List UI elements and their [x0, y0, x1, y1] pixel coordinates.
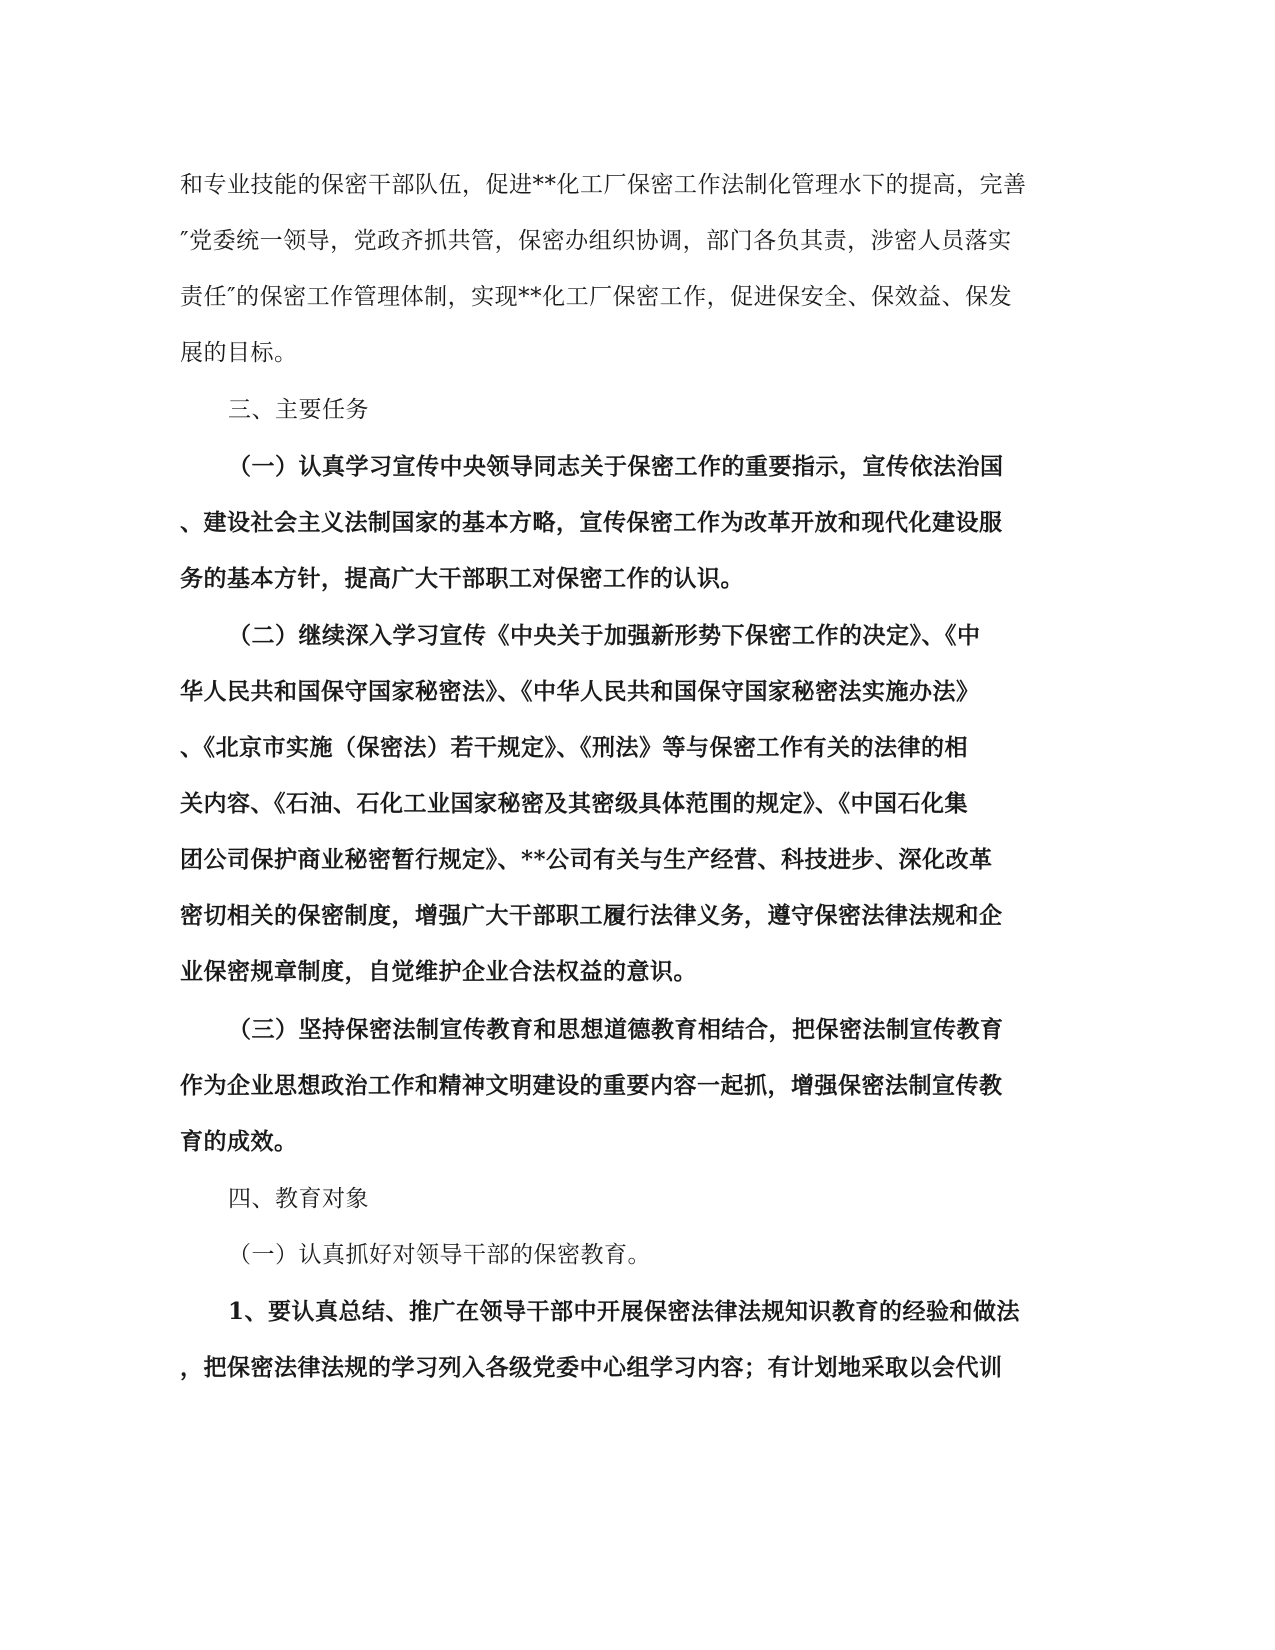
body-text-line: 作为企业思想政治工作和精神文明建设的重要内容一起抓，增强保密法制宣传教 — [180, 1072, 1003, 1099]
body-text-line: ，把保密法律法规的学习列入各级党委中心组学习内容；有计划地采取以会代训 — [180, 1354, 1003, 1381]
body-text-line: 1、要认真总结、推广在领导干部中开展保密法律法规知识教育的经验和做法 — [228, 1298, 1021, 1325]
body-text-line: 责任″的保密工作管理体制，实现**化工厂保密工作，促进保安全、保效益、保发 — [180, 284, 1013, 310]
body-text-line: 展的目标。 — [180, 340, 298, 366]
body-text-line: 和专业技能的保密干部队伍，促进**化工厂保密工作法制化管理水下的提高，完善 — [180, 172, 1027, 198]
body-text-line: 团公司保护商业秘密暂行规定》、**公司有关与生产经营、科技进步、深化改革 — [180, 846, 993, 873]
subsection-heading: （一）认真抓好对领导干部的保密教育。 — [228, 1242, 651, 1268]
body-text-line: 育的成效。 — [180, 1128, 298, 1155]
body-text-line: 务的基本方针，提高广大干部职工对保密工作的认识。 — [180, 565, 744, 592]
body-text-line: 密切相关的保密制度，增强广大干部职工履行法律义务，遵守保密法律法规和企 — [180, 902, 1003, 929]
body-text-line: （三）坚持保密法制宣传教育和思想道德教育相结合，把保密法制宣传教育 — [228, 1016, 1004, 1043]
body-text-line: 关内容、《石油、石化工业国家秘密及其密级具体范围的规定》、《中国石化集 — [180, 790, 968, 817]
body-text-line: 、建设社会主义法制国家的基本方略，宣传保密工作为改革开放和现代化建设服 — [180, 509, 1003, 536]
body-text-line: （一）认真学习宣传中央领导同志关于保密工作的重要指示，宣传依法治国 — [228, 453, 1004, 480]
body-text-line: ″党委统一领导，党政齐抓共管，保密办组织协调，部门各负其责，涉密人员落实 — [180, 228, 1012, 254]
body-text-line: 业保密规章制度，自觉维护企业合法权益的意识。 — [180, 958, 697, 985]
body-text-line: 、《北京市实施（保密法）若干规定》、《刑法》等与保密工作有关的法律的相 — [180, 734, 968, 761]
body-text-line: 华人民共和国保守国家秘密法》、《中华人民共和国保守国家秘密法实施办法》 — [180, 678, 980, 705]
section-heading: 四、教育对象 — [228, 1186, 369, 1212]
body-text-line: （二）继续深入学习宣传《中央关于加强新形势下保密工作的决定》、《中 — [228, 622, 981, 649]
section-heading: 三、主要任务 — [228, 397, 369, 423]
